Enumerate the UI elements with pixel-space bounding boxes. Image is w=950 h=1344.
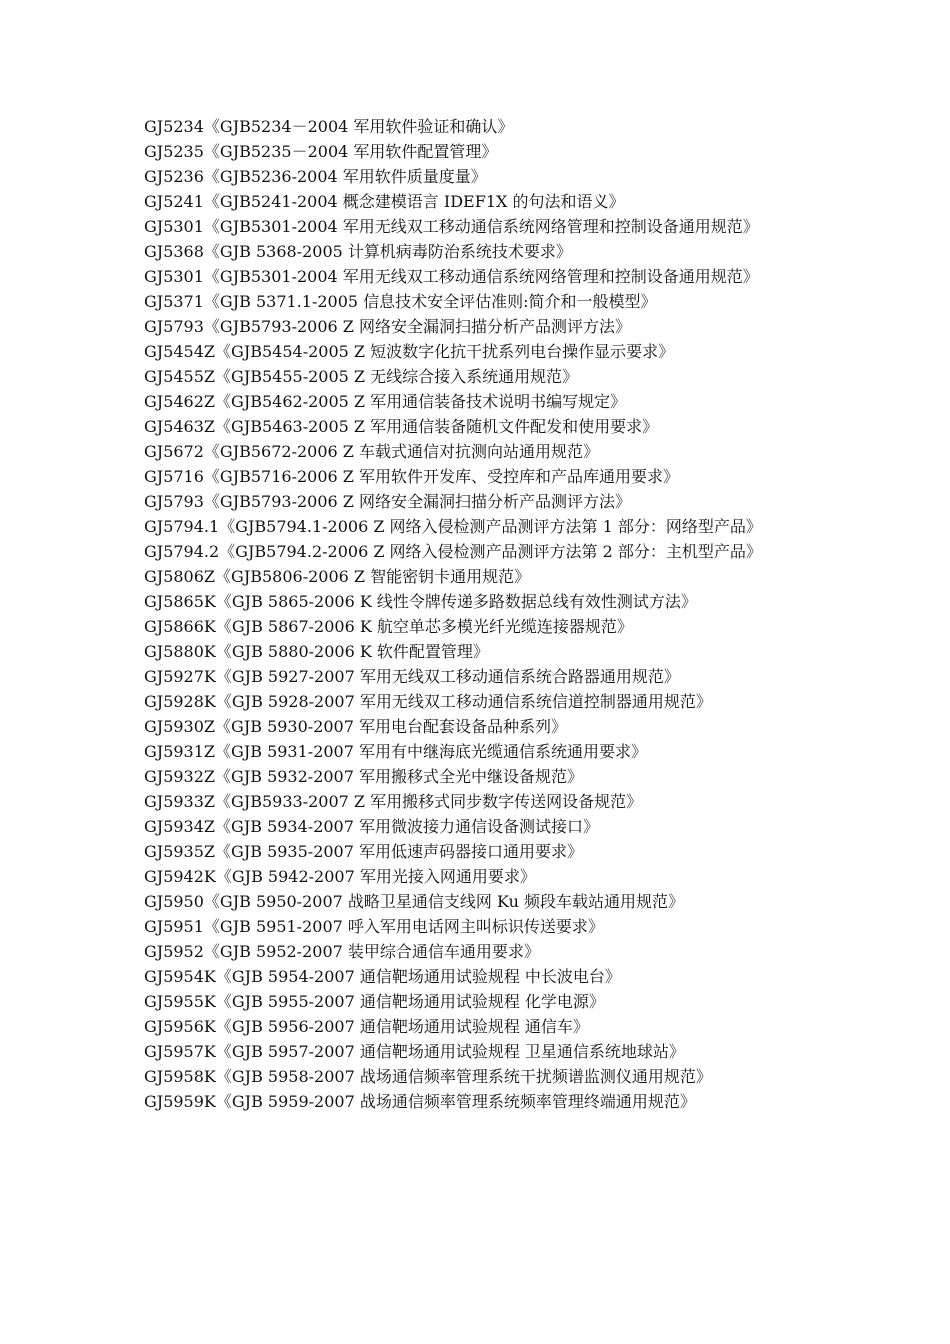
list-item: GJ5454Z《GJB5454-2005 Z 短波数字化抗干扰系列电台操作显示要求》 (144, 342, 675, 361)
list-item: GJ5931Z《GJB 5931-2007 军用有中继海底光缆通信系统通用要求》 (144, 742, 648, 761)
list-item: GJ5927K《GJB 5927-2007 军用无线双工移动通信系统合路器通用规范》 (144, 667, 680, 686)
list-item: GJ5794.1《GJB5794.1-2006 Z 网络入侵检测产品测评方法第 1 部分：网络型产品》 (144, 517, 762, 536)
list-item: GJ5950《GJB 5950-2007 战略卫星通信支线网 Ku 频段车载站通用规范》 (144, 892, 684, 911)
list-item: GJ5880K《GJB 5880-2006 K 软件配置管理》 (144, 642, 489, 661)
list-item: GJ5934Z《GJB 5934-2007 军用微波接力通信设备测试接口》 (144, 817, 600, 836)
list-item: GJ5301《GJB5301-2004 军用无线双工移动通信系统网络管理和控制设备通用规范》 (144, 267, 759, 286)
list-item: GJ5236《GJB5236-2004 军用软件质量度量》 (144, 167, 487, 186)
list-item: GJ5463Z《GJB5463-2005 Z 军用通信装备随机文件配发和使用要求》 (144, 417, 659, 436)
list-item: GJ5958K《GJB 5958-2007 战场通信频率管理系统干扰频谱监测仪通用规范》 (144, 1067, 712, 1086)
list-item: GJ5957K《GJB 5957-2007 通信靶场通用试验规程 卫星通信系统地球站》 (144, 1042, 685, 1061)
list-item: GJ5672《GJB5672-2006 Z 车载式通信对抗测向站通用规范》 (144, 442, 600, 461)
list-item: GJ5865K《GJB 5865-2006 K 线性令牌传递多路数据总线有效性测试方法》 (144, 592, 697, 611)
list-item: GJ5241《GJB5241-2004 概念建模语言 IDEF1X 的句法和语义》 (144, 192, 625, 211)
list-item: GJ5959K《GJB 5959-2007 战场通信频率管理系统频率管理终端通用规范》 (144, 1092, 696, 1111)
list-item: GJ5793《GJB5793-2006 Z 网络安全漏洞扫描分析产品测评方法》 (144, 317, 632, 336)
standards-list (144, 114, 816, 1114)
list-item: GJ5234《GJB5234－2004 军用软件验证和确认》 (144, 117, 514, 136)
list-item: GJ5942K《GJB 5942-2007 军用光接入网通用要求》 (144, 867, 536, 886)
list-item: GJ5793《GJB5793-2006 Z 网络安全漏洞扫描分析产品测评方法》 (144, 492, 632, 511)
list-item: GJ5455Z《GJB5455-2005 Z 无线综合接入系统通用规范》 (144, 367, 579, 386)
list-item: GJ5716《GJB5716-2006 Z 军用软件开发库、受控库和产品库通用要求》 (144, 467, 680, 486)
list-item: GJ5806Z《GJB5806-2006 Z 智能密钥卡通用规范》 (144, 567, 531, 586)
list-item: GJ5935Z《GJB 5935-2007 军用低速声码器接口通用要求》 (144, 842, 584, 861)
list-item: GJ5301《GJB5301-2004 军用无线双工移动通信系统网络管理和控制设备通用规范》 (144, 217, 759, 236)
list-item: GJ5462Z《GJB5462-2005 Z 军用通信装备技术说明书编写规定》 (144, 392, 627, 411)
list-item: GJ5235《GJB5235－2004 军用软件配置管理》 (144, 142, 498, 161)
list-item: GJ5955K《GJB 5955-2007 通信靶场通用试验规程 化学电源》 (144, 992, 605, 1011)
list-item: GJ5866K《GJB 5867-2006 K 航空单芯多模光纤光缆连接器规范》 (144, 617, 633, 636)
list-item: GJ5794.2《GJB5794.2-2006 Z 网络入侵检测产品测评方法第 2 部分：主机型产品》 (144, 542, 762, 561)
list-item: GJ5932Z《GJB 5932-2007 军用搬移式全光中继设备规范》 (144, 767, 584, 786)
list-item: GJ5371《GJB 5371.1-2005 信息技术安全评估准则:简介和一般模型》 (144, 292, 657, 311)
list-item: GJ5368《GJB 5368-2005 计算机病毒防治系统技术要求》 (144, 242, 572, 261)
list-item: GJ5933Z《GJB5933-2007 Z 军用搬移式同步数字传送网设备规范》 (144, 792, 643, 811)
list-item: GJ5952《GJB 5952-2007 装甲综合通信车通用要求》 (144, 942, 540, 961)
list-item: GJ5956K《GJB 5956-2007 通信靶场通用试验规程 通信车》 (144, 1017, 589, 1036)
list-item: GJ5930Z《GJB 5930-2007 军用电台配套设备品种系列》 (144, 717, 568, 736)
list-item: GJ5951《GJB 5951-2007 呼入军用电话网主叫标识传送要求》 (144, 917, 604, 936)
list-item: GJ5954K《GJB 5954-2007 通信靶场通用试验规程 中长波电台》 (144, 967, 621, 986)
list-item: GJ5928K《GJB 5928-2007 军用无线双工移动通信系统信道控制器通用规范》 (144, 692, 712, 711)
